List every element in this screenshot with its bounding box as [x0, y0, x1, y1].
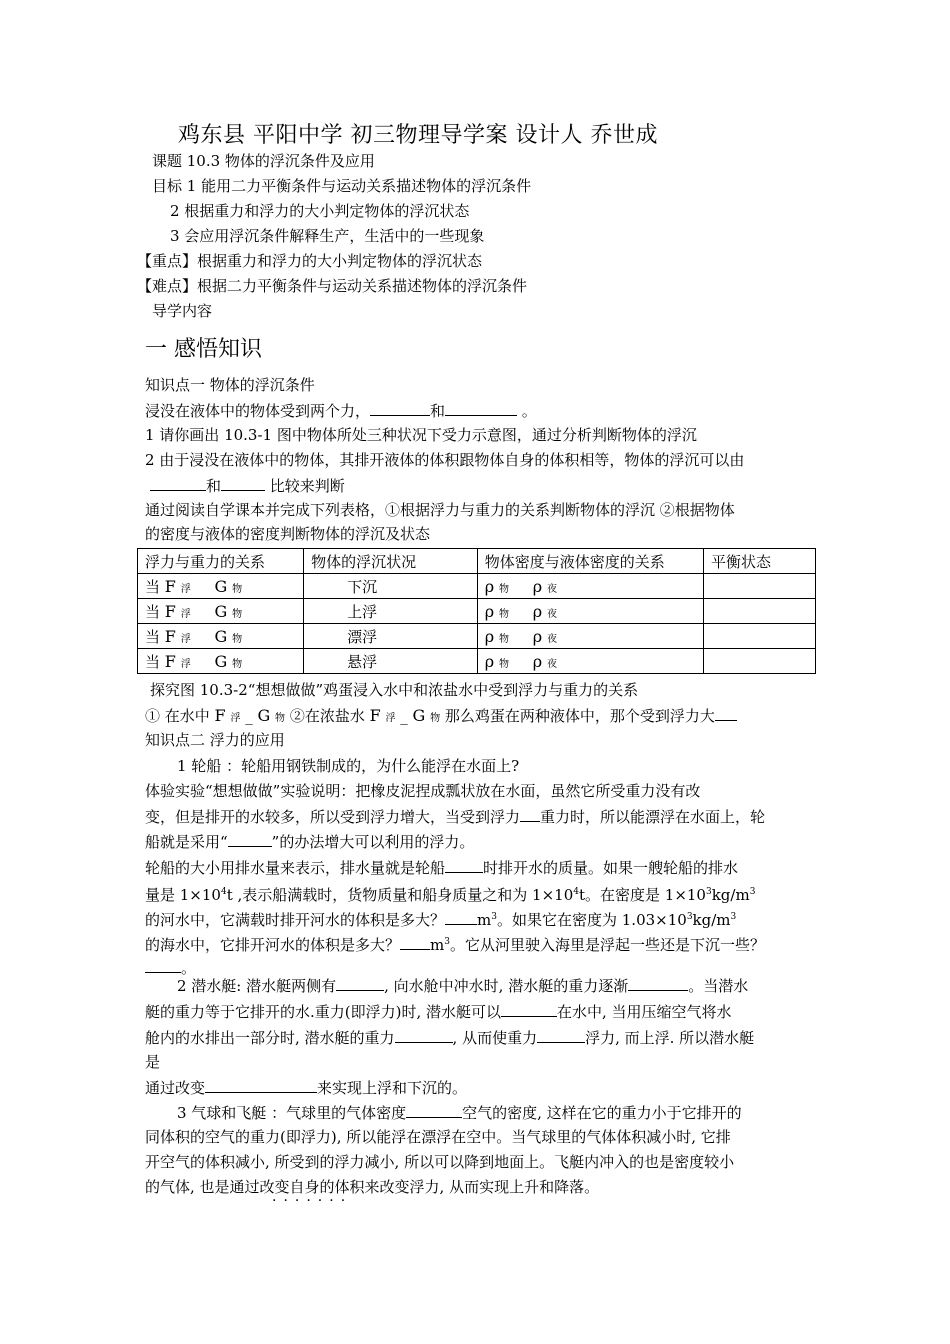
answer-blank[interactable] [336, 975, 384, 991]
table-header: 平衡状态 [703, 549, 815, 574]
document-title: 鸡东县 平阳中学 初三物理导学案 设计人 乔世成 [178, 123, 658, 148]
balloon-para-3: 开空气的体积减小, 所受到的浮力减小, 所以可以降到地面上。飞艇内冲入的也是密度较小 [145, 1153, 735, 1171]
submarine-para-3: 舱内的水排出一部分时, 潜水艇的重力 , 从而使重力 浮力, 而上浮. 所以潜水艇 [145, 1029, 755, 1047]
ship-title: 1 轮船 ：轮船用钢铁制成的，为什么能浮在水面上? [177, 757, 520, 775]
answer-blank[interactable] [520, 806, 540, 822]
state-cell: 悬浮 [304, 649, 478, 674]
answer-blank[interactable] [537, 1027, 585, 1043]
answer-blank[interactable] [628, 975, 688, 991]
kp1-question-1: 1 请你画出 10.3-1 图中物体所处三种状况下受力示意图，通过分析判断物体的浮沉 [145, 426, 697, 444]
knowledge-point-1-title: 知识点一 物体的浮沉条件 [145, 376, 315, 394]
answer-blank[interactable] [395, 1027, 453, 1043]
explore-line: 探究图 10.3-2“想想做做”鸡蛋浸入水中和浓盐水中受到浮力与重力的关系 [150, 681, 639, 699]
kp1-reading-2: 的密度与液体的密度判断物体的浮沉及状态 [145, 525, 431, 543]
density-relation-cell[interactable]: ρ 物 ρ 夜 [477, 599, 703, 624]
section-heading: 一 感悟知识 [145, 337, 262, 362]
answer-blank[interactable] [445, 909, 477, 925]
answer-blank[interactable] [221, 475, 265, 491]
ship-para-8: 。 [145, 957, 196, 978]
table-header: 浮力与重力的关系 [138, 549, 304, 574]
ship-para-4: 轮船的大小用排水量来表示，排水量就是轮船 时排开水的质量。如果一艘轮船的排水 [145, 859, 739, 877]
ship-para-1: 体验实验“想想做做”实验说明：把橡皮泥捏成瓢状放在水面，虽然它所受重力没有改 [145, 782, 701, 800]
ship-para-3: 船就是采用“ ”的办法增大可以利用的浮力。 [145, 833, 475, 851]
table-row [138, 624, 816, 649]
answer-blank[interactable] [145, 957, 181, 973]
force-relation-cell[interactable]: 当 F 浮 G 物 [138, 574, 304, 599]
balance-state-cell[interactable] [703, 574, 815, 599]
answer-blank[interactable] [445, 857, 483, 873]
goal-1: 目标 1 能用二力平衡条件与运动关系描述物体的浮沉条件 [152, 177, 532, 195]
balloon-para-2: 同体积的空气的重力(即浮力), 所以能浮在漂浮在空中。当气球里的气体体积减小时, 它排 [145, 1128, 731, 1146]
force-relation-cell[interactable]: 当 F 浮 G 物 [138, 649, 304, 674]
answer-blank[interactable] [205, 1077, 317, 1093]
submarine-para-2: 艇的重力等于它排开的水.重力(即浮力)时, 潜水艇可以 在水中, 当用压缩空气将水 [145, 1003, 732, 1021]
submarine-para-5: 通过改变 来实现上浮和下沉的。 [145, 1079, 468, 1097]
kp1-question-2-cont: 和 比较来判断 [150, 475, 345, 496]
goal-2: 2 根据重力和浮力的大小判定物体的浮沉状态 [170, 202, 470, 220]
state-cell: 上浮 [304, 599, 478, 624]
knowledge-point-2-title: 知识点二 浮力的应用 [145, 731, 285, 749]
balloon-para-1: 3 气球和飞艇 ：气球里的气体密度 空气的密度, 这样在它的重力小于它排开的 [177, 1104, 742, 1122]
answer-blank[interactable] [228, 831, 272, 847]
table-row [138, 649, 816, 674]
ship-para-6: 的河水中，它满载时排开河水的体积是多大？ $m^3$。如果它在密度为 $1.03\times 10^3kg/m^3$ [145, 911, 737, 929]
kp1-question-2: 2 由于浸没在液体中的物体，其排开液体的体积跟物体自身的体积相等，物体的浮沉可以由 [145, 451, 745, 469]
key-point: 【重点】根据重力和浮力的大小判定物体的浮沉状态 [137, 252, 483, 270]
answer-blank[interactable] [150, 475, 206, 491]
answer-blank[interactable] [370, 400, 430, 416]
balance-state-cell[interactable] [703, 599, 815, 624]
topic-line: 课题 10.3 物体的浮沉条件及应用 [152, 152, 375, 170]
goal-3: 3 会应用浮沉条件解释生产，生活中的一些现象 [170, 227, 485, 245]
emphasis-dots: ······· [272, 1193, 353, 1209]
ship-para-7: 的海水中，它排开河水的体积是多大？ $m^3$。它从河里驶入海里是浮起一些还是下沉一些？ [145, 936, 765, 954]
kp1-reading-1: 通过阅读自学课本并完成下列表格，①根据浮力与重力的关系判断物体的浮沉 ②根据物体 [145, 501, 735, 519]
density-relation-cell[interactable]: ρ 物 ρ 夜 [477, 649, 703, 674]
table-header-row [138, 549, 816, 574]
guide-heading: 导学内容 [152, 302, 213, 320]
table-row [138, 574, 816, 599]
ship-para-2: 变，但是排开的水较多，所以受到浮力增大，当受到浮力 重力时，所以能漂浮在水面上，轮 [145, 808, 766, 826]
submarine-para-1: 2 潜水艇: 潜水艇两侧有 , 向水舱中冲水时, 潜水艇的重力逐渐 。当潜水 [177, 977, 749, 995]
ship-para-5: 量是 $1\times 10^4t$ ,表示船满载时，货物质量和船身质量之和为 $1\times 10^4t$。在密度是 $1\times 10^3kg/m^3$ [145, 886, 756, 904]
table-header: 物体的浮沉状况 [304, 549, 478, 574]
balance-state-cell[interactable] [703, 649, 815, 674]
answer-blank[interactable] [501, 1001, 557, 1017]
table-header: 物体密度与液体密度的关系 [477, 549, 703, 574]
density-relation-cell[interactable]: ρ 物 ρ 夜 [477, 624, 703, 649]
state-cell: 漂浮 [304, 624, 478, 649]
force-relation-cell[interactable]: 当 F 浮 G 物 [138, 599, 304, 624]
density-relation-cell[interactable]: ρ 物 ρ 夜 [477, 574, 703, 599]
kp1-forces-line: 浸没在液体中的物体受到两个力， 和 。 [145, 402, 537, 420]
floating-conditions-table [137, 548, 816, 674]
answer-blank[interactable] [406, 1102, 462, 1118]
answer-blank[interactable] [715, 705, 737, 721]
answer-blank[interactable] [445, 400, 517, 416]
balloon-para-4: 的气体, 也是通过改变自身的体积来改变浮力, 从而实现上升和降落。 [145, 1178, 600, 1196]
balance-state-cell[interactable] [703, 624, 815, 649]
answer-blank[interactable] [400, 934, 430, 950]
difficulty: 【难点】根据二力平衡条件与运动关系描述物体的浮沉条件 [137, 277, 528, 295]
explore-question: ① 在水中 F 浮 _ G 物 ②在浓盐水 F 浮 _ G 物 那么鸡蛋在两种液体中，那个受到浮力大 [145, 705, 737, 729]
submarine-para-4: 是 [145, 1053, 161, 1071]
force-relation-cell[interactable]: 当 F 浮 G 物 [138, 624, 304, 649]
state-cell: 下沉 [304, 574, 478, 599]
table-row [138, 599, 816, 624]
